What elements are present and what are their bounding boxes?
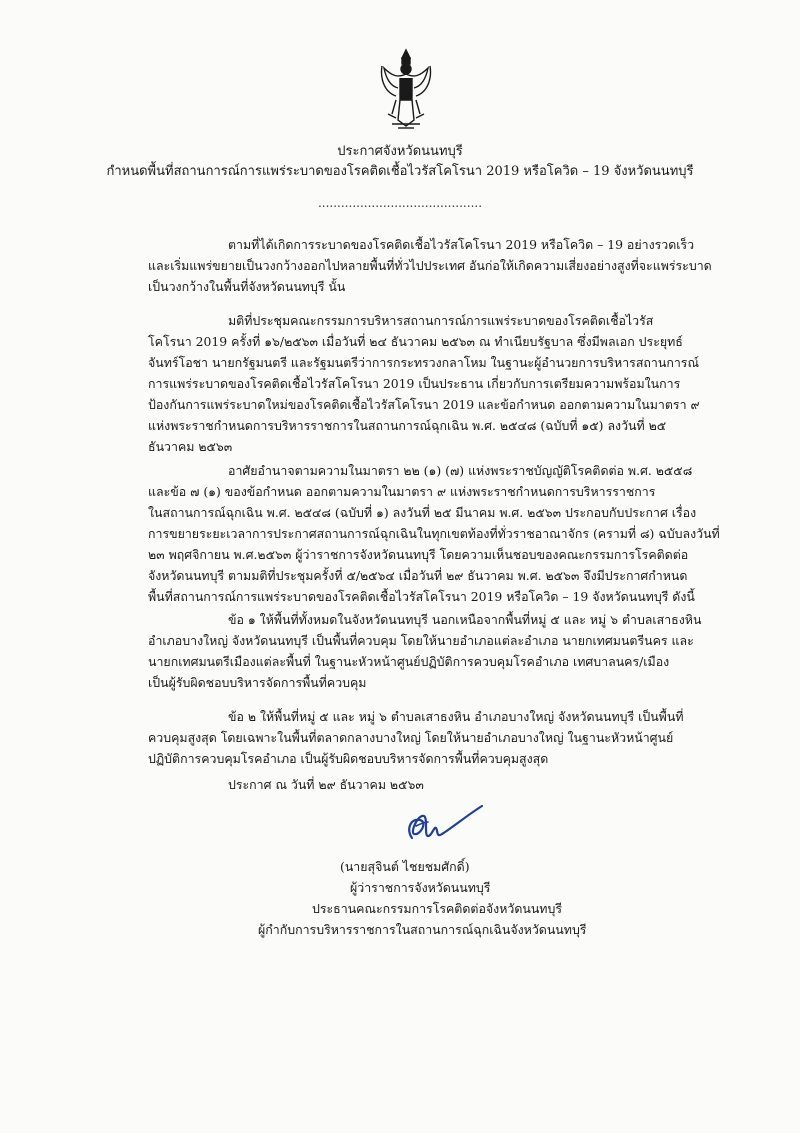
announce-date: ประกาศ ณ วันที่ ๒๙ ธันวาคม ๒๕๖๓: [228, 777, 424, 792]
paragraph-line: ในสถานการณ์ฉุกเฉิน พ.ศ. ๒๕๔๘ (ฉบับที่ ๑) ลงวันที่ ๒๕ มีนาคม พ.ศ. ๒๕๖๓ ประกอบกับประกาศ เรื่อง: [148, 505, 697, 520]
paragraph-line: มติที่ประชุมคณะกรรมการบริหารสถานการณ์การแพร่ระบาดของโรคติดเชื้อไวรัส: [228, 313, 654, 328]
paragraph-line: ข้อ ๒ ให้พื้นที่หมู่ ๕ และ หมู่ ๖ ตำบลเสาธงหิน อำเภอบางใหญ่ จังหวัดนนทบุรี เป็นพื้นที่: [228, 709, 684, 724]
paragraph-line: ธันวาคม ๒๕๖๓: [148, 439, 233, 454]
paragraph-authority: [148, 460, 744, 607]
signature-icon: [398, 800, 488, 850]
paragraph-line: ตามที่ได้เกิดการระบาดของโรคติดเชื้อไวรัสโคโรนา 2019 หรือโควิด – 19 อย่างรวดเร็ว: [228, 237, 695, 252]
paragraph-line: และเริ่มแพร่ขยายเป็นวงกว้างออกไปหลายพื้นที่ทั่วไปประเทศ อันก่อให้เกิดความเสี่ยงอย่างสูงที่จะแพร่ระบาด: [148, 258, 712, 273]
paragraph-line: ปฏิบัติการควบคุมโรคอำเภอ เป็นผู้รับผิดชอบบริหารจัดการพื้นที่ควบคุมสูงสุด: [148, 751, 549, 766]
paragraph-line: การแพร่ระบาดของโรคติดเชื้อไวรัสโคโรนา 2019 เป็นประธาน เกี่ยวกับการเตรียมความพร้อมในการ: [148, 376, 681, 391]
paragraph-line: และข้อ ๗ (๑) ของข้อกำหนด ออกตามความในมาตรา ๙ แห่งพระราชกำหนดการบริหารราชการ: [148, 484, 656, 499]
garuda-emblem-icon: [378, 48, 434, 132]
paragraph-line: การขยายระยะเวลาการประกาศสถานการณ์ฉุกเฉินในทุกเขตท้องที่ทั่วราชอาณาจักร (ครามที่ ๘) ฉบับลงวันที่: [148, 526, 720, 541]
paragraph-clause-2: [148, 706, 744, 769]
signer-position: ผู้กำกับการบริหารราชการในสถานการณ์ฉุกเฉินจังหวัดนนทบุรี: [258, 922, 587, 937]
paragraph-line: โคโรนา 2019 ครั้งที่ ๑๖/๒๕๖๓ เมื่อวันที่ ๒๔ ธันวาคม ๒๕๖๓ ณ ทำเนียบรัฐบาล ซึ่งมีพลเอก ประยุทธ์: [148, 334, 683, 349]
paragraph-line: เป็นวงกว้างในพื้นที่จังหวัดนนทบุรี นั้น: [148, 279, 346, 294]
document-title: ประกาศจังหวัดนนทบุรี: [337, 144, 463, 159]
paragraph-line: แห่งพระราชกำหนดการบริหารราชการในสถานการณ์ฉุกเฉิน พ.ศ. ๒๕๔๘ (ฉบับที่ ๑๕) ลงวันที่ ๒๕: [148, 418, 667, 433]
paragraph-line: ป้องกันการแพร่ระบาดใหม่ของโรคติดเชื้อไวรัสโคโรนา 2019 และข้อกำหนด ออกตามความในมาตรา ๙: [148, 397, 700, 412]
paragraph-clause-1: [148, 609, 744, 693]
paragraph-line: จันทร์โอชา นายกรัฐมนตรี และรัฐมนตรีว่าการกระทรวงกลาโหม ในฐานะผู้อำนวยการบริหารสถานการณ์: [148, 355, 699, 370]
paragraph-line: เป็นผู้รับผิดชอบบริหารจัดการพื้นที่ควบคุม: [148, 675, 367, 690]
paragraph-line: ควบคุมสูงสุด โดยเฉพาะในพื้นที่ตลาดกลางบางใหญ่ โดยให้นายอำเภอบางใหญ่ ในฐานะหัวหน้าศูนย์: [148, 730, 674, 745]
signer-position: ประธานคณะกรรมการโรคติดต่อจังหวัดนนทบุรี: [312, 901, 562, 916]
paragraph-resolution: [148, 310, 744, 457]
paragraph-line: นายกเทศมนตรีเมืองแต่ละพื้นที่ ในฐานะหัวหน้าศูนย์ปฏิบัติการควบคุมโรคอำเภอ เทศบาลนคร/เมือง: [148, 654, 670, 669]
paragraph-intro: [148, 234, 744, 297]
signer-position: ผู้ว่าราชการจังหวัดนนทบุรี: [350, 880, 491, 895]
paragraph-line: อาศัยอำนาจตามความในมาตรา ๒๒ (๑) (๗) แห่งพระราชบัญญัติโรคติดต่อ พ.ศ. ๒๕๕๘: [228, 463, 693, 478]
signer-name: (นายสุจินต์ ไชยชมศักดิ์): [340, 859, 470, 874]
paragraph-line: จังหวัดนนทบุรี ตามมติที่ประชุมครั้งที่ ๕/๒๕๖๔ เมื่อวันที่ ๒๙ ธันวาคม พ.ศ. ๒๕๖๓ จึงมีประกาศกำหนด: [148, 568, 688, 583]
paragraph-line: ๒๓ พฤศจิกายน พ.ศ.๒๕๖๓ ผู้ว่าราชการจังหวัดนนทบุรี โดยความเห็นชอบของคณะกรรมการโรคติดต่อ: [148, 547, 689, 562]
paragraph-line: ข้อ ๑ ให้พื้นที่ทั้งหมดในจังหวัดนนทบุรี นอกเหนือจากพื้นที่หมู่ ๕ และ หมู่ ๖ ตำบลเสาธงหิน: [228, 612, 702, 627]
paragraph-line: พื้นที่สถานการณ์การแพร่ระบาดของโรคติดเชื้อไวรัสโคโรนา 2019 หรือโควิด – 19 จังหวัดนนทบุรี ดังนี้: [148, 589, 695, 604]
title-divider: ...........................................: [317, 196, 483, 210]
paragraph-line: อำเภอบางใหญ่ จังหวัดนนทบุรี เป็นพื้นที่ควบคุม โดยให้นายอำเภอแต่ละอำเภอ นายกเทศมนตรีนคร และ: [148, 633, 694, 648]
document-subtitle: กำหนดพื้นที่สถานการณ์การแพร่ระบาดของโรคติดเชื้อไวรัสโคโรนา 2019 หรือโควิด – 19 จังหวัดนนทบุรี: [106, 164, 694, 179]
